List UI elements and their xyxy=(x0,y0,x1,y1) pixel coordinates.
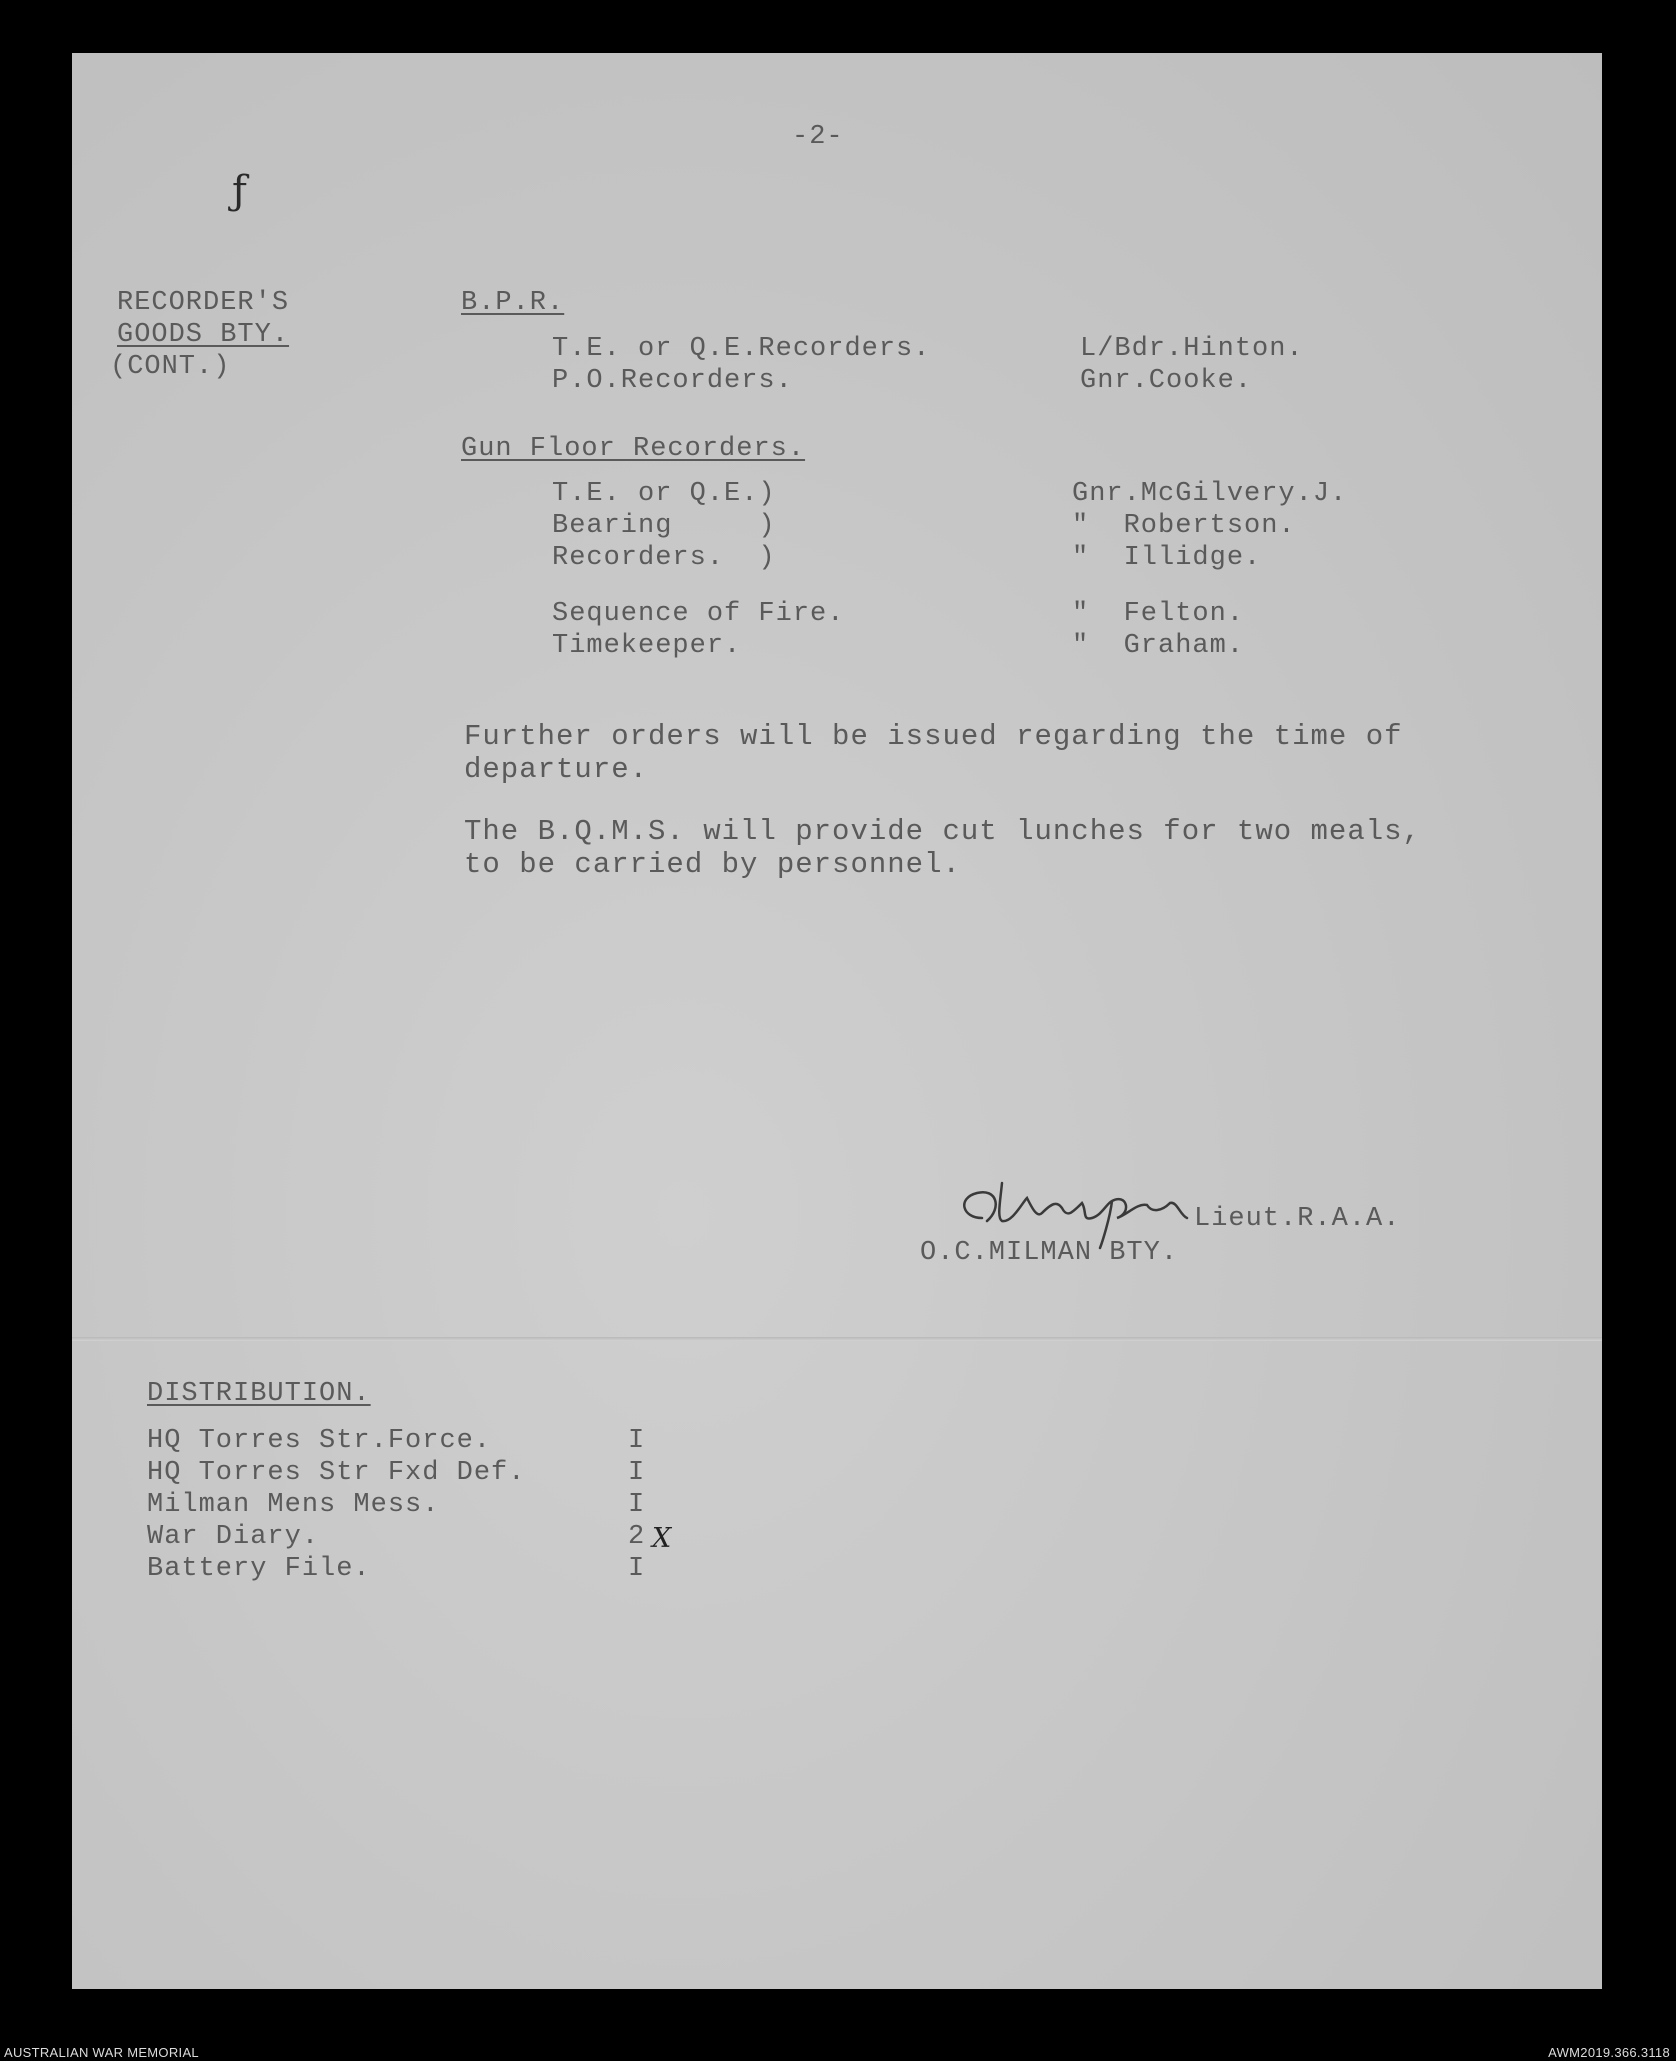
bpr-role: T.E. or Q.E.Recorders. xyxy=(552,334,931,364)
distribution-recipient: Battery File. xyxy=(147,1554,371,1584)
paragraph-line: departure. xyxy=(464,753,649,786)
bpr-role: P.O.Recorders. xyxy=(552,366,793,396)
distribution-heading: DISTRIBUTION. xyxy=(147,1379,371,1409)
signatory-office: O.C.MILMAN BTY. xyxy=(920,1238,1179,1268)
signatory-rank: Lieut.R.A.A. xyxy=(1194,1204,1401,1234)
distribution-recipient: Milman Mens Mess. xyxy=(147,1490,440,1520)
gun-floor-role: Sequence of Fire. xyxy=(552,599,845,629)
margin-heading-line-2: GOODS BTY. xyxy=(117,320,290,350)
document-page xyxy=(72,53,1602,1989)
gun-floor-heading: Gun Floor Recorders. xyxy=(461,434,806,464)
distribution-copies: I xyxy=(628,1458,646,1488)
distribution-recipient: HQ Torres Str.Force. xyxy=(147,1426,492,1456)
gun-floor-name: " Robertson. xyxy=(1072,511,1296,541)
paragraph-line: to be carried by personnel. xyxy=(464,848,961,881)
gun-floor-name: " Graham. xyxy=(1072,631,1245,661)
margin-heading-line-1: RECORDER'S xyxy=(117,288,290,318)
distribution-recipient: War Diary. xyxy=(147,1522,320,1552)
margin-heading-line-3: (CONT.) xyxy=(110,352,231,382)
gun-floor-role: Bearing ) xyxy=(552,511,776,541)
bpr-name: Gnr.Cooke. xyxy=(1080,366,1253,396)
gun-floor-name: Gnr.McGilvery.J. xyxy=(1072,479,1348,509)
fold-line xyxy=(72,1337,1602,1341)
bpr-name: L/Bdr.Hinton. xyxy=(1080,334,1304,364)
handwritten-tick: ƒ xyxy=(232,168,247,214)
distribution-copies: I xyxy=(628,1490,646,1520)
handwritten-x-mark: X xyxy=(652,1523,673,1554)
footer-left: AUSTRALIAN WAR MEMORIAL xyxy=(4,2045,199,2060)
bpr-heading: B.P.R. xyxy=(461,288,565,318)
gun-floor-role: Timekeeper. xyxy=(552,631,742,661)
distribution-recipient: HQ Torres Str Fxd Def. xyxy=(147,1458,526,1488)
gun-floor-name: " Felton. xyxy=(1072,599,1245,629)
paragraph-line: The B.Q.M.S. will provide cut lunches for two meals, xyxy=(464,815,1421,848)
gun-floor-role: T.E. or Q.E.) xyxy=(552,479,776,509)
gun-floor-role: Recorders. ) xyxy=(552,543,776,573)
footer-right: AWM2019.366.3118 xyxy=(1548,2045,1670,2060)
page-number: -2- xyxy=(792,122,844,152)
distribution-copies: I xyxy=(628,1554,646,1584)
paragraph-line: Further orders will be issued regarding the time of xyxy=(464,720,1403,753)
distribution-copies: 2 xyxy=(628,1522,646,1552)
gun-floor-name: " Illidge. xyxy=(1072,543,1262,573)
distribution-copies: I xyxy=(628,1426,646,1456)
